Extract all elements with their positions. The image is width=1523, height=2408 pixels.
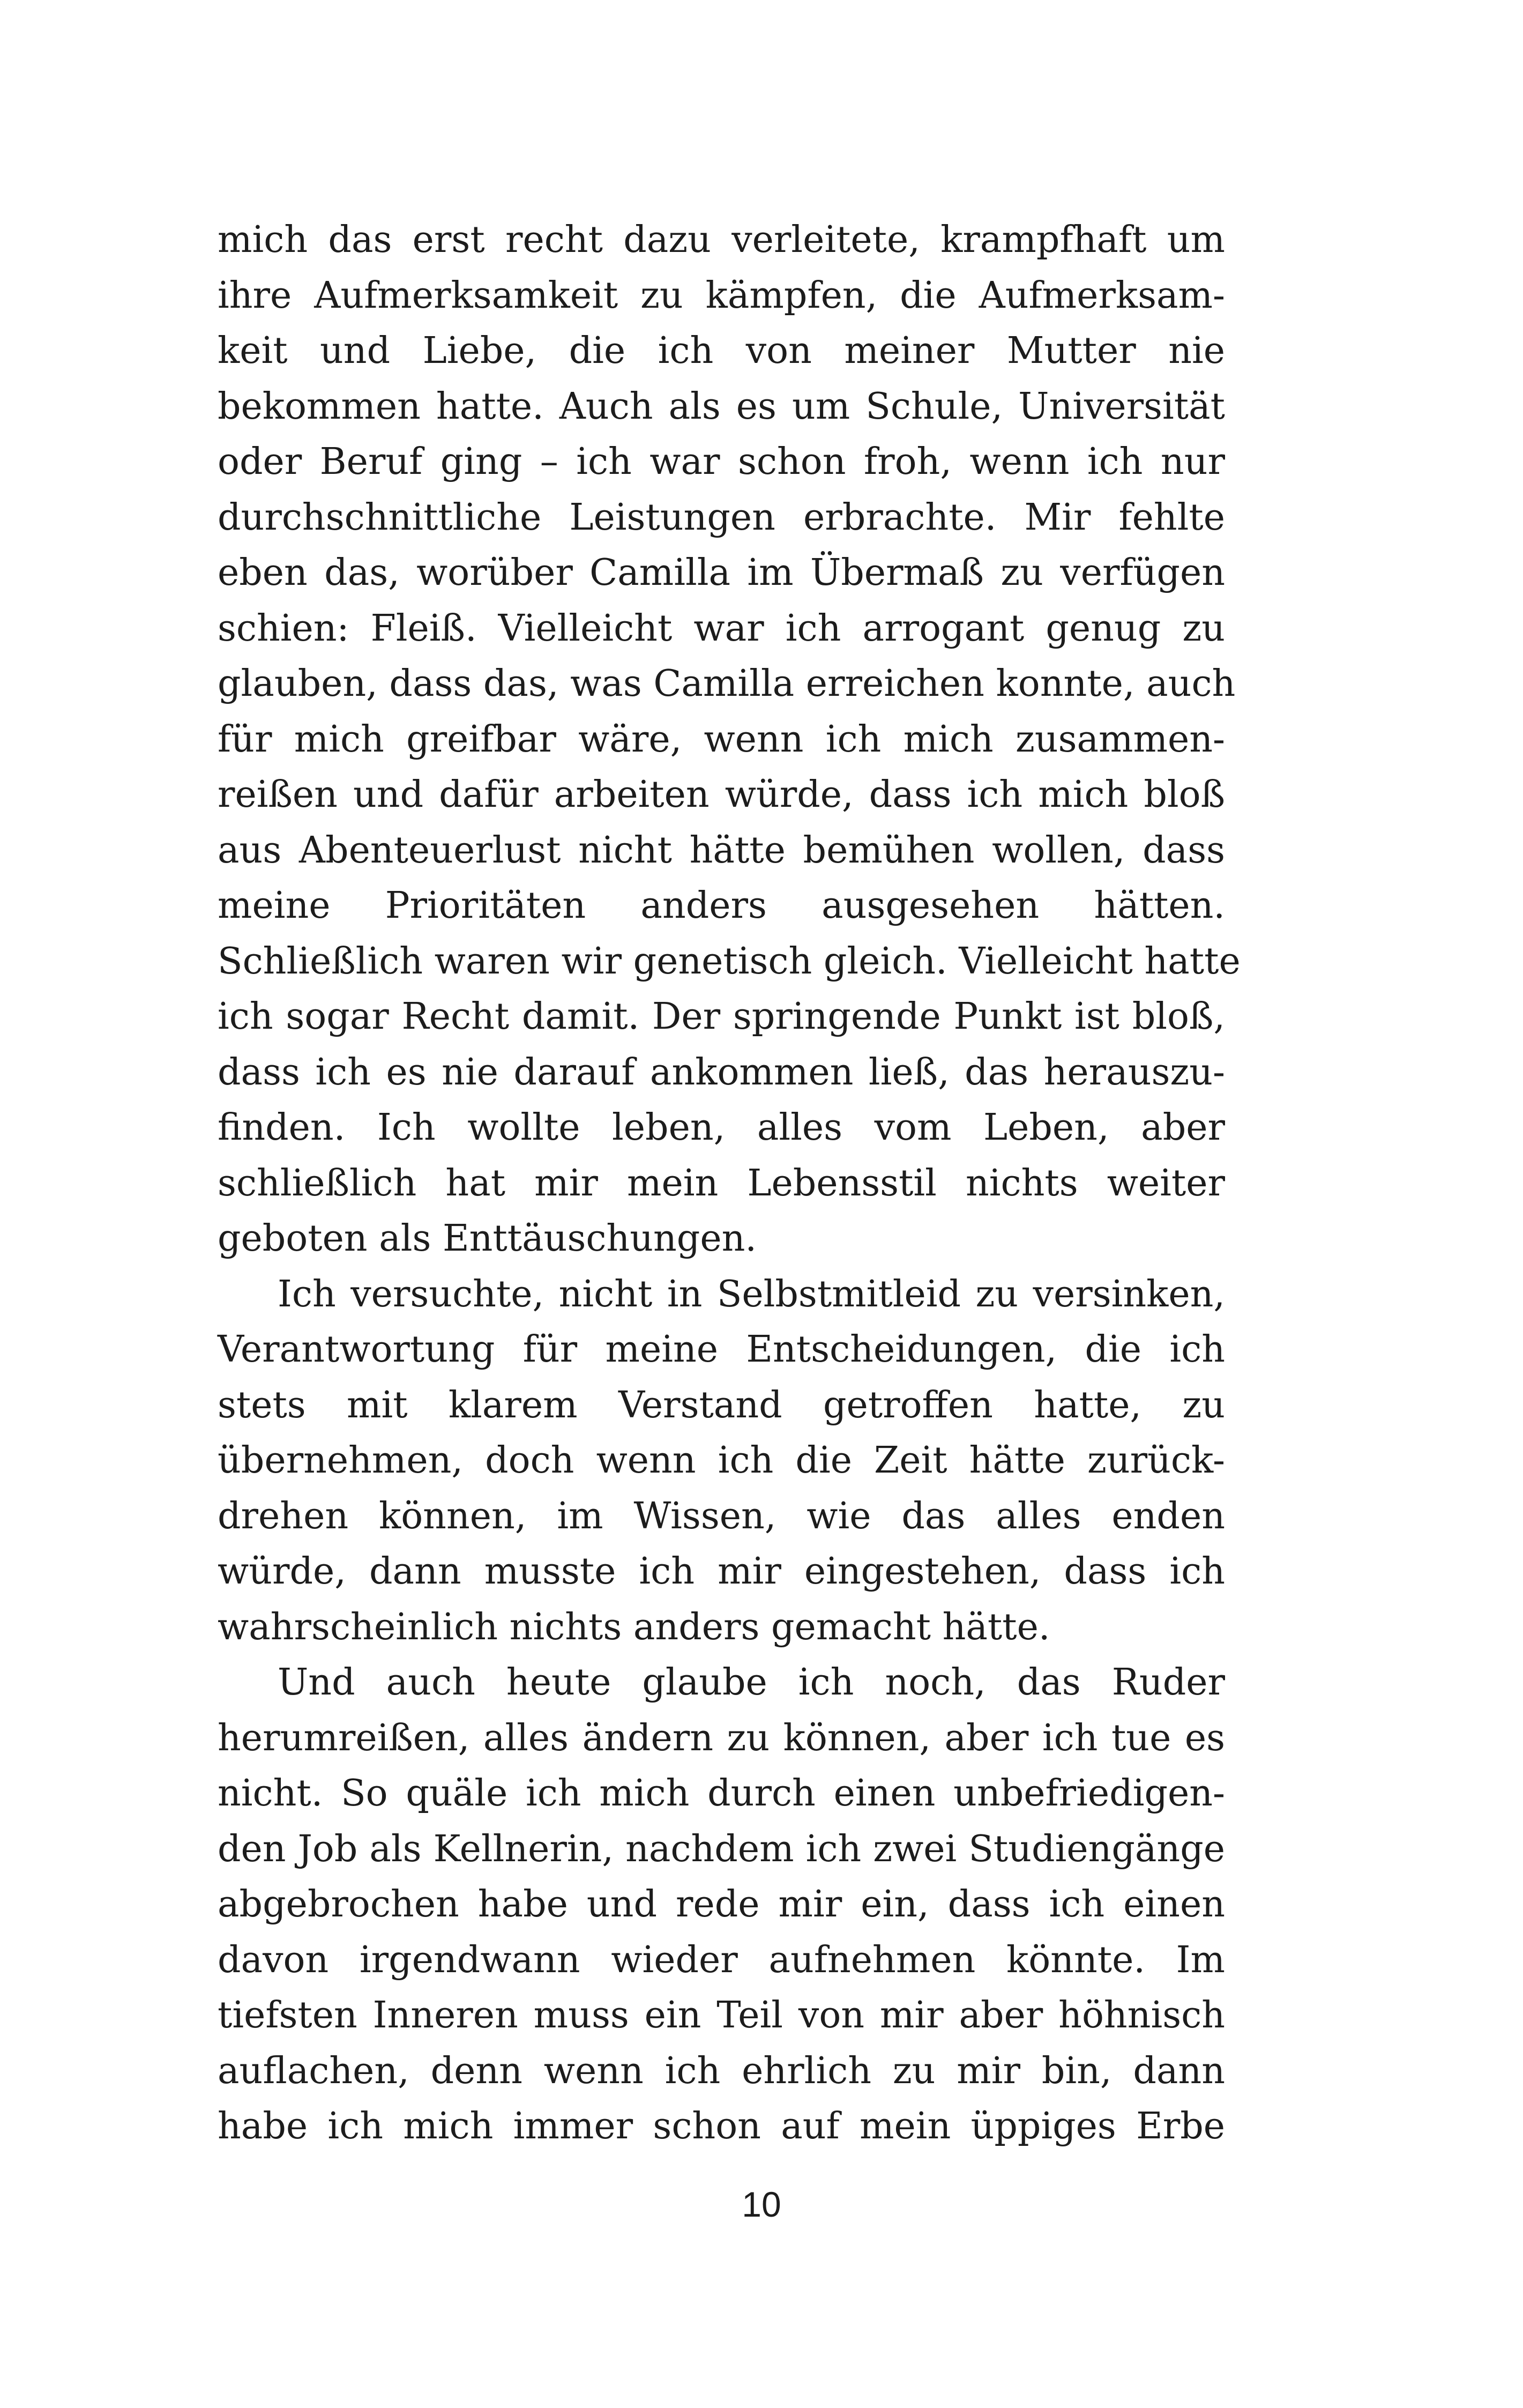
text-line: schien: Fleiß. Vielleicht war ich arrogant genug zu xyxy=(218,607,1225,650)
body-text xyxy=(218,212,1241,2154)
text-line: nicht. So quäle ich mich durch einen unbefriedigen- xyxy=(218,1772,1225,1815)
text-line: herumreißen, alles ändern zu können, aber ich tue es xyxy=(218,1716,1225,1759)
text-line: stets mit klarem Verstand getroffen hatte, zu xyxy=(218,1384,1225,1426)
text-line: habe ich mich immer schon auf mein üppiges Erbe xyxy=(218,2105,1225,2147)
text-line: würde, dann musste ich mir eingestehen, dass ich xyxy=(218,1550,1225,1593)
text-line: durchschnittliche Leistungen erbrachte. Mir fehlte xyxy=(218,496,1225,539)
text-line: dass ich es nie darauf ankommen ließ, das herauszu- xyxy=(218,1051,1225,1094)
text-line: übernehmen, doch wenn ich die Zeit hätte zurück- xyxy=(218,1439,1225,1482)
text-line: bekommen hatte. Auch als es um Schule, Universität xyxy=(218,385,1225,428)
text-line: oder Beruf ging – ich war schon froh, wenn ich nur xyxy=(218,441,1225,483)
text-line: glauben, dass das, was Camilla erreichen konnte, auch xyxy=(218,663,1236,705)
text-line: abgebrochen habe und rede mir ein, dass ich einen xyxy=(218,1883,1225,1926)
text-line: ich sogar Recht damit. Der springende Punkt ist bloß, xyxy=(218,995,1225,1038)
text-line: schließlich hat mir mein Lebensstil nichts weiter xyxy=(218,1162,1225,1205)
paragraph xyxy=(218,212,1241,1267)
text-line: auflachen, denn wenn ich ehrlich zu mir bin, dann xyxy=(218,2049,1225,2092)
text-line: Schließlich waren wir genetisch gleich. Vielleicht hatte xyxy=(218,940,1241,983)
paragraph xyxy=(218,1655,1225,2154)
text-line: aus Abenteuerlust nicht hätte bemühen wollen, dass xyxy=(218,829,1225,872)
text-line: Verantwortung für meine Entscheidungen, die ich xyxy=(218,1328,1225,1371)
text-line: drehen können, im Wissen, wie das alles enden xyxy=(218,1495,1225,1537)
text-line: wahrscheinlich nichts anders gemacht hätte. xyxy=(218,1606,1050,1648)
text-line: davon irgendwann wieder aufnehmen könnte. Im xyxy=(218,1938,1225,1981)
text-line: tiefsten Inneren muss ein Teil von mir aber höhnisch xyxy=(218,1994,1225,2037)
text-line: ihre Aufmerksamkeit zu kämpfen, die Aufmerksam- xyxy=(218,274,1225,317)
text-line: keit und Liebe, die ich von meiner Mutter nie xyxy=(218,330,1225,372)
text-line: geboten als Enttäuschungen. xyxy=(218,1217,757,1260)
page-number: 10 xyxy=(742,2184,781,2224)
text-line: reißen und dafür arbeiten würde, dass ich mich bloß xyxy=(218,774,1225,816)
text-line: für mich greifbar wäre, wenn ich mich zusammen- xyxy=(218,718,1225,761)
text-line: finden. Ich wollte leben, alles vom Leben, aber xyxy=(218,1106,1225,1149)
text-line: Und auch heute glaube ich noch, das Ruder xyxy=(278,1661,1225,1704)
text-line: eben das, worüber Camilla im Übermaß zu verfügen xyxy=(218,552,1225,594)
text-line: Ich versuchte, nicht in Selbstmitleid zu versinken, xyxy=(278,1273,1225,1316)
text-line: den Job als Kellnerin, nachdem ich zwei Studiengänge xyxy=(218,1827,1225,1870)
paragraph xyxy=(218,1267,1225,1655)
text-line: meine Prioritäten anders ausgesehen hätten. xyxy=(218,885,1225,927)
text-line: mich das erst recht dazu verleitete, krampfhaft um xyxy=(218,219,1225,261)
